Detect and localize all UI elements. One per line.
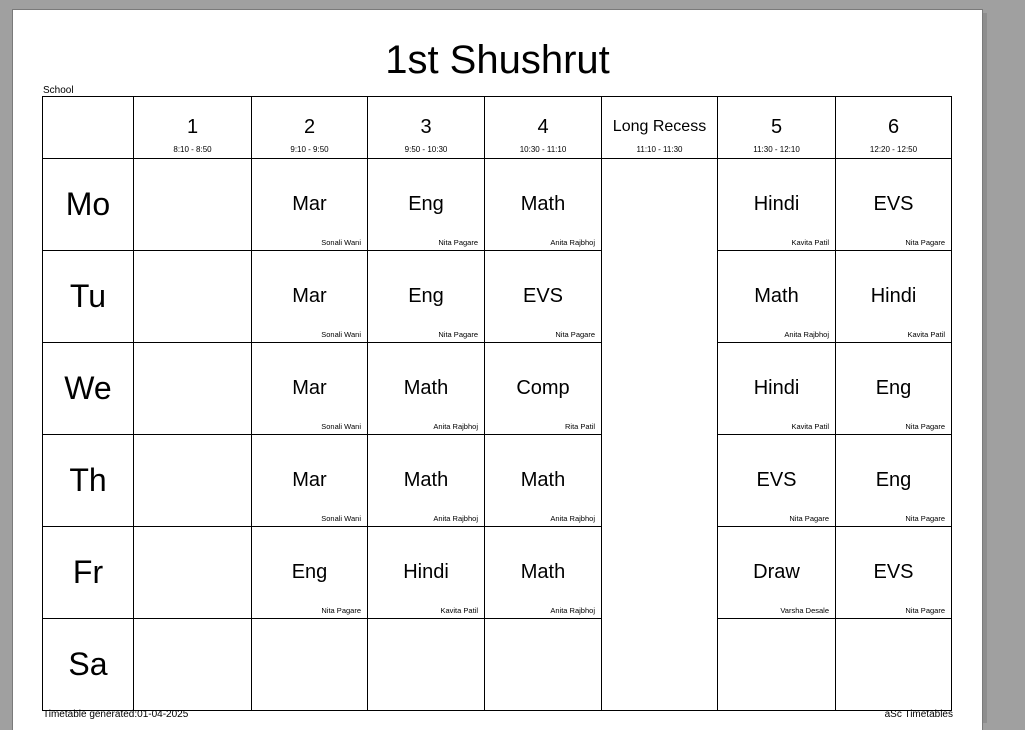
lesson-cell [718,527,836,619]
teacher: Anita Rajbhoj [784,330,829,339]
lesson-cell [368,159,485,251]
day-label: We [43,343,134,435]
subject: EVS [873,193,914,215]
subject: EVS [756,469,797,491]
period-time: 9:10 - 9:50 [290,145,329,154]
teacher: Nita Pagare [438,330,478,339]
period-header [485,97,602,159]
teacher: Nita Pagare [555,330,595,339]
teacher: Anita Rajbhoj [433,514,478,523]
lesson-cell [718,343,836,435]
teacher: Anita Rajbhoj [550,514,595,523]
day-row [43,343,952,435]
lesson-cell [485,343,602,435]
day-label: Tu [43,251,134,343]
lesson-cell [718,619,836,711]
day-row [43,619,952,711]
day-label: Mo [43,159,134,251]
lesson-cell [836,435,952,527]
lesson-cell [485,619,602,711]
teacher: Anita Rajbhoj [550,606,595,615]
subject: Draw [753,561,800,583]
teacher: Nita Pagare [905,422,945,431]
teacher: Kavita Patil [791,238,829,247]
page-title: 1st Shushrut [385,38,610,82]
subject: Eng [875,377,912,399]
day-label: Th [43,435,134,527]
lesson-cell [252,159,368,251]
teacher: Rita Patil [564,422,595,431]
lesson-cell [485,435,602,527]
teacher: Sonali Wani [321,422,361,431]
recess-header [602,97,718,159]
day-row [43,159,952,251]
lesson-cell [368,527,485,619]
period-header [134,97,252,159]
subject: Math [754,285,799,307]
teacher: Nita Pagare [905,606,945,615]
subject: Mar [292,469,327,491]
teacher: Nita Pagare [905,238,945,247]
subject: Eng [291,561,328,583]
subject: Hindi [403,561,449,583]
day-label: Sa [43,619,134,711]
brand-label: aSc Timetables [884,709,953,720]
day-row [43,527,952,619]
lesson-cell [252,619,368,711]
subject: Mar [292,193,327,215]
lesson-cell [836,159,952,251]
lesson-cell [368,251,485,343]
lesson-cell [134,251,252,343]
teacher: Kavita Patil [791,422,829,431]
teacher: Kavita Patil [440,606,478,615]
lesson-cell [134,159,252,251]
subject: Comp [516,377,570,399]
teacher: Sonali Wani [321,514,361,523]
period-name: Long Recess [612,118,707,135]
period-name: 2 [303,116,316,138]
lesson-cell [134,527,252,619]
timetable-grid [42,96,952,711]
day-row [43,435,952,527]
lesson-cell [134,619,252,711]
lesson-cell [718,251,836,343]
timetable-page [12,9,983,730]
teacher: Kavita Patil [907,330,945,339]
generated-date: Timetable generated:01-04-2025 [43,709,189,720]
lesson-cell [836,343,952,435]
lesson-cell [836,527,952,619]
corner-cell [43,97,134,159]
lesson-cell [368,343,485,435]
lesson-cell [718,435,836,527]
teacher: Varsha Desale [780,606,829,615]
lesson-cell [718,159,836,251]
teacher: Sonali Wani [321,330,361,339]
teacher: Nita Pagare [905,514,945,523]
period-header [836,97,952,159]
lesson-cell [252,343,368,435]
lesson-cell [252,527,368,619]
subject: Math [520,561,566,583]
period-name: 6 [887,116,900,138]
subject: Math [520,469,566,491]
subject: EVS [522,285,564,307]
subject: Math [403,377,449,399]
lesson-cell [836,619,952,711]
lesson-cell [368,435,485,527]
subject: Eng [408,285,444,307]
period-name: 5 [770,116,783,138]
period-time: 9:50 - 10:30 [404,145,448,154]
subject: Math [520,193,566,215]
period-time: 10:30 - 11:10 [519,145,567,154]
period-header [718,97,836,159]
subject: Hindi [753,377,800,399]
school-label: School [43,85,74,96]
subject: Hindi [753,193,800,215]
period-name: 4 [537,116,549,138]
teacher: Sonali Wani [321,238,361,247]
subject: Mar [292,285,327,307]
lesson-cell [836,251,952,343]
lesson-cell [485,251,602,343]
day-label: Fr [43,527,134,619]
period-name: 3 [420,116,432,138]
lesson-cell [485,527,602,619]
teacher: Nita Pagare [789,514,829,523]
period-name: 1 [186,116,199,138]
teacher: Anita Rajbhoj [433,422,478,431]
day-row [43,251,952,343]
period-time: 12:20 - 12:50 [869,145,918,154]
teacher: Nita Pagare [321,606,361,615]
period-time: 11:10 - 11:30 [636,145,683,154]
lesson-cell [368,619,485,711]
subject: Eng [875,469,912,491]
lesson-cell [134,435,252,527]
period-header [368,97,485,159]
subject: EVS [873,561,914,583]
teacher: Anita Rajbhoj [550,238,595,247]
subject: Math [403,469,449,491]
subject: Eng [408,193,444,215]
subject: Mar [292,377,327,399]
lesson-cell [252,251,368,343]
subject: Hindi [870,285,917,307]
recess-column [602,159,718,711]
lesson-cell [485,159,602,251]
lesson-cell [134,343,252,435]
period-time: 8:10 - 8:50 [173,145,212,154]
period-header [252,97,368,159]
teacher: Nita Pagare [438,238,478,247]
lesson-cell [252,435,368,527]
period-time: 11:30 - 12:10 [753,145,800,154]
